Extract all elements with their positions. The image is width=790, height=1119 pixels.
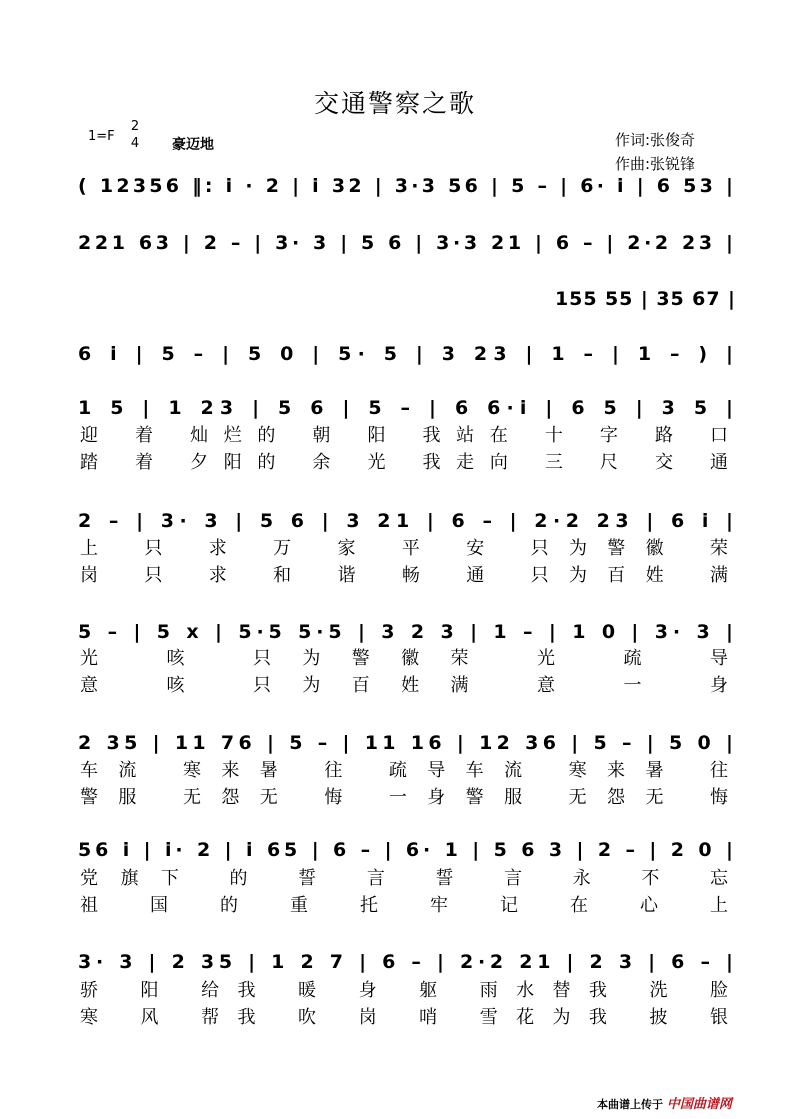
svg-text:骄 阳 给我 暖 身 躯 雨水替我 洗 脸: 骄 阳 给我 暖 身 躯 雨水替我 洗 脸 (80, 980, 728, 1001)
notation-row: 1 5 | 1 23 | 5 6 | 5 – | 6 6·i | 6 5 | 3 5 | (78, 397, 733, 419)
tempo-marking: 豪迈地 (172, 137, 214, 153)
lyric-line (0, 672, 790, 696)
lyric-line (0, 535, 790, 559)
notation-row: ( 12356 ‖: i · 2 | i 32 | 3·3 56 | 5 – | 6· i | 6 53 | (78, 175, 733, 197)
svg-text:迎 着 灿烂的 朝 阳 我站在 十 字 路 口: 迎 着 灿烂的 朝 阳 我站在 十 字 路 口 (80, 425, 728, 446)
notation-row: 5 – | 5 x | 5·5 5·5 | 3 2 3 | 1 – | 1 0 | 3· 3 | (78, 621, 734, 643)
notation-row: 2 35 | 11 76 | 5 – | 11 16 | 12 36 | 5 – | 5 0 | (78, 732, 734, 754)
svg-text:党旗下 的 誓 言 誓 言 永 不 忘: 党旗下 的 誓 言 誓 言 永 不 忘 (80, 868, 728, 889)
lyricist: 作词:张俊奇 (615, 131, 696, 149)
page-title: 交通警察之歌 (313, 89, 476, 118)
lyric-line (0, 784, 790, 808)
lyric-line (0, 449, 790, 473)
lyric-line (0, 1004, 790, 1028)
svg-text:车流 寒来暑 往 疏导车流 寒来暑 往: 车流 寒来暑 往 疏导车流 寒来暑 往 (80, 760, 728, 781)
lyric-line (0, 892, 790, 916)
notation-row: 155 55 | 35 67 | (555, 288, 735, 310)
notation-row: 56 i | i· 2 | i 65 | 6 – | 6· 1 | 5 6 3 | 2 – | 2 0 | (78, 839, 733, 861)
svg-text:上 只 求 万 家 平 安 只为警徽 荣: 上 只 求 万 家 平 安 只为警徽 荣 (80, 538, 728, 559)
lyric-line (0, 865, 790, 889)
notation-row: 6 i | 5 – | 5 0 | 5· 5 | 3 23 | 1 – | 1 – ) | (78, 343, 733, 365)
lyric-line (0, 562, 790, 586)
notation-row: 2 – | 3· 3 | 5 6 | 3 21 | 6 – | 2·2 23 | 6 i | (78, 510, 734, 532)
svg-text:光 咳 只为警徽荣 光 疏 导: 光 咳 只为警徽荣 光 疏 导 (80, 648, 728, 669)
site-logo: 中国曲谱网 (666, 1097, 732, 1112)
notation-row: 3· 3 | 2 35 | 1 2 7 | 6 – | 2·2 21 | 2 3 | 6 – | (78, 951, 734, 973)
svg-text:警服 无怨无 悔 一身警服 无怨无 悔: 警服 无怨无 悔 一身警服 无怨无 悔 (80, 787, 728, 808)
lyric-line (0, 757, 790, 781)
svg-text:祖 国 的 重 托 牢 记 在 心 上: 祖 国 的 重 托 牢 记 在 心 上 (80, 895, 728, 916)
svg-text:岗 只 求 和 谐 畅 通 只为百姓 满: 岗 只 求 和 谐 畅 通 只为百姓 满 (80, 565, 728, 586)
lyric-line (0, 422, 790, 446)
lyric-line (0, 645, 790, 669)
svg-text:寒 风 帮我 吹 岗 哨 雪花为我 披 银: 寒 风 帮我 吹 岗 哨 雪花为我 披 银 (80, 1007, 728, 1028)
footer-text: 本曲谱上传于 (597, 1098, 663, 1111)
svg-text:踏 着 夕阳的 余 光 我走向 三 尺 交 通: 踏 着 夕阳的 余 光 我走向 三 尺 交 通 (80, 452, 728, 473)
upload-footer (597, 1093, 732, 1112)
composer: 作曲:张锐锋 (615, 155, 696, 173)
meter-numerator: 2 (130, 119, 140, 134)
svg-text:意 咳 只为百姓满 意 一 身: 意 咳 只为百姓满 意 一 身 (80, 675, 728, 696)
notation-row: 221 63 | 2 – | 3· 3 | 5 6 | 3·3 21 | 6 – | 2·2 23 | (78, 232, 733, 254)
key-signature: 1=F (88, 129, 115, 144)
lyric-line (0, 977, 790, 1001)
meter-denominator: 4 (130, 136, 140, 151)
